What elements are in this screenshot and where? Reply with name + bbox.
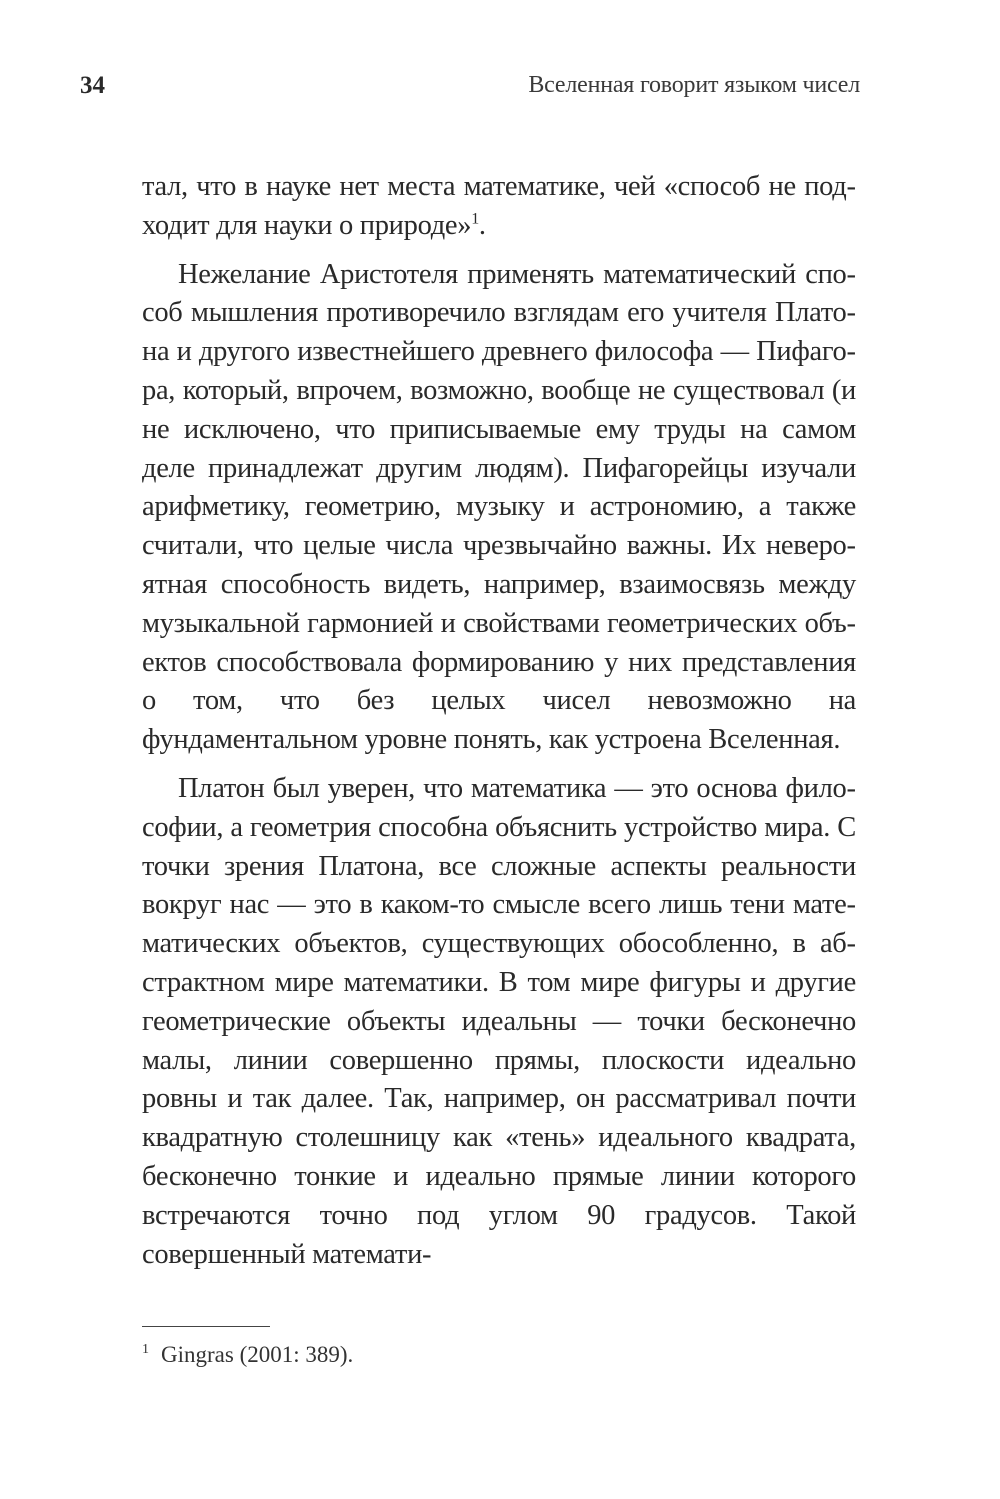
paragraph-3: Платон был уверен, что математика — это основа философии, а геометрия способна объяснить устройство мира. С точки зрения Платона, все сложные аспекты реальности вокруг нас — это в каком-то смысле всего лишь тени математических объектов, существующих обособленно, в абстрактном мире математики. В том мире фигуры и другие геометрические объекты идеальны — точки бесконечно малы, линии совершенно прямы, плоскости идеально ровны и так далее. Так, например, он рассматривал почти квадратную столешницу как «тень» идеального квадрата, бесконечно тонкие и идеально прямые линии которого встречаются точно под углом 90 градусов. Такой совершенный математи- xyxy=(142,772,856,1270)
running-title: Вселенная говорит языком чисел xyxy=(528,72,860,98)
paragraph-1-tail: . xyxy=(478,209,486,241)
footnote-reference: 1 xyxy=(471,210,479,228)
footnote xyxy=(142,1342,353,1368)
footnote-number: 1 xyxy=(142,1342,149,1358)
paragraph-2: Нежелание Аристотеля применять математический способ мышления противоречило взглядам его учителя Платона и другого известнейшего древнего философа — Пифагора, который, впрочем, возможно, вообще не существовал (и не исключено, что приписываемые ему труды на самом деле принадлежат другим людям). Пифагорейцы изучали арифметику, геометрию, музыку и астрономию, а также считали, что целые числа чрезвычайно важны. Их невероятная способность видеть, например, взаимосвязь между музыкальной гармонией и свойствами геометрических объектов способствовала формированию у них представления о том, что без целых чисел невозможно на фундаментальном уровне понять, как устроена Вселенная. xyxy=(142,258,856,756)
paragraph-1-text: тал, что в науке нет места математике, чей «способ не подходит для науки о природе» xyxy=(142,171,856,241)
footnote-text: Gingras (2001: 389). xyxy=(161,1342,354,1367)
running-header xyxy=(80,72,860,106)
page-number: 34 xyxy=(80,72,105,99)
footnote-divider xyxy=(142,1326,270,1327)
paragraph-1 xyxy=(142,168,856,246)
body-text xyxy=(142,168,856,1284)
